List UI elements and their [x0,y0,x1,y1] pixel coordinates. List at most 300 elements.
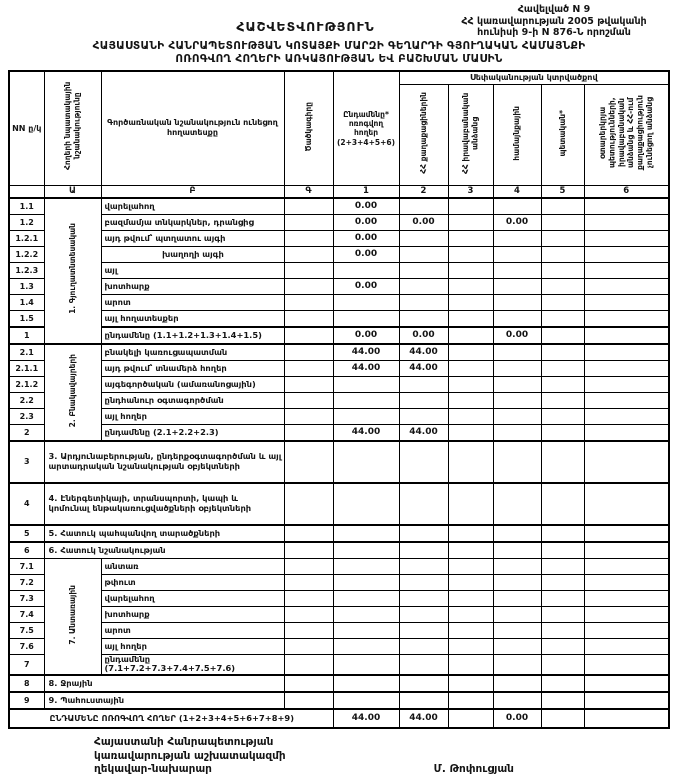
value-cell [284,622,333,638]
value-cell: 44.00 [333,344,399,361]
value-cell [493,278,541,294]
row-label: այդ թվում՝ պտղատու այգի [101,230,284,246]
value-cell [399,198,448,215]
value-cell [333,483,399,525]
value-cell: 0.00 [493,709,541,728]
value-cell [284,408,333,424]
value-cell: 0.00 [399,214,448,230]
row-number: 6 [9,542,44,559]
table-row [9,574,669,590]
annex-line: ՀՀ կառավարության 2005 թվականի [461,15,647,27]
value-cell: 0.00 [333,327,399,344]
value-cell [541,654,584,675]
column-letter: 1 [333,185,399,198]
signature-title-line: Հայաստանի Հանրապետության [94,735,274,748]
row-number: 7.1 [9,558,44,574]
value-cell [448,310,493,327]
table-header [9,71,669,186]
row-label: անտառ [101,558,284,574]
annex-line: Հավելված N 9 [517,4,591,15]
table-row [9,638,669,654]
value-cell [333,638,399,654]
value-cell [541,214,584,230]
value-cell [541,590,584,606]
value-cell [399,392,448,408]
value-cell [493,310,541,327]
value-cell [448,344,493,361]
value-cell [493,392,541,408]
value-cell: 44.00 [333,360,399,376]
table-row [9,424,669,441]
value-cell [584,344,669,361]
value-cell [399,376,448,392]
value-cell [333,558,399,574]
row-label: ընդամենը (1.1+1.2+1.3+1.4+1.5) [101,327,284,344]
value-cell [541,327,584,344]
row-number: 1.2.3 [9,262,44,278]
table-row [9,483,669,525]
row-label: այդ թվում՝ տնամերձ հողեր [101,360,284,376]
value-cell [448,230,493,246]
value-cell [584,230,669,246]
value-cell [584,590,669,606]
value-cell [584,525,669,542]
value-cell [448,214,493,230]
value-cell [584,294,669,310]
value-cell [284,542,333,559]
table-row [9,327,669,344]
value-cell [541,709,584,728]
col-header-total: Ընդամենը* ոռոգվող հողեր (2+3+4+5+6) [333,71,399,186]
col-header-code: Ծածկագիրը [284,71,333,186]
value-cell: 0.00 [333,214,399,230]
table-row [9,525,669,542]
value-cell [399,558,448,574]
table-row [9,606,669,622]
table-row [9,692,669,709]
table-row [9,230,669,246]
value-cell [399,606,448,622]
value-cell [448,483,493,525]
value-cell [541,441,584,483]
row-label: այգեգործական (ամառանոցային) [101,376,284,392]
value-cell [493,692,541,709]
value-cell [333,294,399,310]
table-row [9,441,669,483]
value-cell [541,692,584,709]
value-cell [399,230,448,246]
row-label: 3. Արդյունաբերության, ընդերքօգտագործման և այլ արտադրական նշանակության օբյեկտների [44,441,284,483]
value-cell [448,278,493,294]
value-cell: 44.00 [333,424,399,441]
value-cell [541,558,584,574]
column-letter: 5 [541,185,584,198]
value-cell [541,262,584,278]
row-label: 8. Ջրային [44,675,284,692]
value-cell [448,424,493,441]
value-cell [333,392,399,408]
value-cell [399,542,448,559]
col-header-legal-entities: ՀՀ իրավաբանական անձանց [448,84,493,185]
value-cell [493,525,541,542]
value-cell [284,327,333,344]
row-number: 2.1.1 [9,360,44,376]
row-number: 7 [9,654,44,675]
value-cell [448,246,493,262]
value-cell [448,327,493,344]
value-cell [399,692,448,709]
document-subtitle-1: ՀԱՅԱՍՏԱՆԻ ՀԱՆՐԱՊԵՏՈՒԹՅԱՆ ԿՈՏԱՅՔԻ ՄԱՐԶԻ ԳԵՂԱՐԴԻ ԳՅՈՒՂԱԿԱՆ ՀԱՄԱՅՆՔԻ [92,39,586,52]
value-cell [284,483,333,525]
col-header-citizens: ՀՀ քաղաքացիներին [399,84,448,185]
column-letter: Բ [101,185,284,198]
value-cell [284,230,333,246]
value-cell [448,294,493,310]
value-cell [284,310,333,327]
row-number: 1.1 [9,198,44,215]
value-cell [584,709,669,728]
value-cell [399,654,448,675]
value-cell [448,590,493,606]
value-cell [333,376,399,392]
row-number: 2.1 [9,344,44,361]
value-cell: 0.00 [493,214,541,230]
value-cell [448,392,493,408]
value-cell [541,408,584,424]
row-label: այլ հողեր [101,638,284,654]
value-cell [399,294,448,310]
value-cell [284,590,333,606]
row-label: բազմամյա տնկարկներ, դրանցից [101,214,284,230]
col-header-land-type: Գործառնական նշանակություն ունեցող հողատեսքը [101,71,284,186]
value-cell [584,542,669,559]
value-cell [493,654,541,675]
value-cell [493,606,541,622]
value-cell [448,441,493,483]
row-label: ընդամենը (2.1+2.2+2.3) [101,424,284,441]
grand-total-label: ԸՆԴԱՄԵՆԸ ՈՌՈԳՎՈՂ ՀՈՂԵՐ (1+2+3+4+5+6+7+8+9) [9,709,333,728]
row-number: 1.2.2 [9,246,44,262]
col-header-foreign: օտարերկրյա պետությունների, իրավաբանական անձանց և ՀՀ-ում քաղաքացիություն չունեցող անձանց [584,84,669,185]
value-cell [541,246,584,262]
table-body [9,185,669,728]
row-label: արոտ [101,294,284,310]
value-cell [333,408,399,424]
row-label: բնակելի կառուցապատման [101,344,284,361]
col-header-purpose: Հողերի նպատակային նշանակությունը [44,71,101,186]
value-cell [493,294,541,310]
section-label [44,344,101,441]
value-cell [333,310,399,327]
row-number: 7.6 [9,638,44,654]
value-cell [493,675,541,692]
row-label: ընդհանուր օգտագործման [101,392,284,408]
value-cell [284,376,333,392]
value-cell: 44.00 [399,709,448,728]
row-number: 3 [9,441,44,483]
value-cell [541,198,584,215]
value-cell [448,408,493,424]
value-cell [399,310,448,327]
value-cell [541,638,584,654]
row-number: 7.2 [9,574,44,590]
value-cell [284,441,333,483]
value-cell [399,483,448,525]
row-label: արոտ [101,622,284,638]
value-cell [584,622,669,638]
value-cell [284,424,333,441]
signer-name: Մ. Թոփուցյան [433,763,514,776]
value-cell [284,692,333,709]
value-cell [284,574,333,590]
value-cell: 0.00 [493,327,541,344]
section-label-text: 1. Գյուղատնտեսական [67,223,77,315]
value-cell [493,360,541,376]
value-cell [493,590,541,606]
table-row [9,310,669,327]
value-cell [399,408,448,424]
page-header [8,4,670,39]
row-label: խոտհարք [101,278,284,294]
col-header-ownership: Սեփականության կտրվածքով [399,71,669,85]
value-cell [448,692,493,709]
value-cell [493,246,541,262]
table-row [9,262,669,278]
table-row [9,558,669,574]
value-cell [584,638,669,654]
value-cell [493,344,541,361]
value-cell: 44.00 [333,709,399,728]
row-number: 1 [9,327,44,344]
value-cell [584,654,669,675]
row-label: վարելահող [101,198,284,215]
value-cell [493,558,541,574]
value-cell [541,525,584,542]
value-cell [541,376,584,392]
table-row [9,709,669,728]
section-label [44,198,101,344]
value-cell [584,606,669,622]
value-cell [399,622,448,638]
footer [8,736,670,777]
signature-title-block [94,736,286,777]
value-cell [584,214,669,230]
value-cell [584,675,669,692]
value-cell [541,542,584,559]
annex-note [438,4,670,39]
section-label-text: 2. Բնակավայրերի [67,353,77,428]
value-cell [493,262,541,278]
value-cell [284,525,333,542]
value-cell [541,360,584,376]
row-number: 5 [9,525,44,542]
row-label: խաղողի այգի [101,246,284,262]
table-row [9,344,669,361]
value-cell [448,606,493,622]
value-cell [399,574,448,590]
value-cell [584,408,669,424]
value-cell [584,360,669,376]
value-cell [493,408,541,424]
row-number: 4 [9,483,44,525]
value-cell [584,262,669,278]
value-cell [399,278,448,294]
value-cell [584,327,669,344]
value-cell [541,622,584,638]
value-cell: 44.00 [399,344,448,361]
table-row [9,246,669,262]
value-cell [493,376,541,392]
value-cell [584,424,669,441]
value-cell [333,606,399,622]
column-letter: Գ [284,185,333,198]
column-letter: 4 [493,185,541,198]
value-cell: 44.00 [399,424,448,441]
value-cell [333,525,399,542]
table-row [9,392,669,408]
value-cell [493,574,541,590]
value-cell [448,198,493,215]
value-cell [493,483,541,525]
row-label: թփուտ [101,574,284,590]
value-cell [333,590,399,606]
value-cell [493,542,541,559]
value-cell [399,590,448,606]
value-cell [541,574,584,590]
value-cell [584,558,669,574]
row-label: 4. Էներգետիկայի, տրանսպորտի, կապի և կոմունալ ենթակառուցվածքների օբյեկտների [44,483,284,525]
value-cell [541,294,584,310]
value-cell [493,230,541,246]
value-cell [584,246,669,262]
value-cell [284,638,333,654]
value-cell [493,638,541,654]
value-cell [333,675,399,692]
column-letter: Ա [44,185,101,198]
value-cell [448,542,493,559]
value-cell: 0.00 [333,198,399,215]
table-row [9,294,669,310]
value-cell [333,692,399,709]
value-cell [493,198,541,215]
column-letter [9,185,44,198]
row-number: 2.1.2 [9,376,44,392]
value-cell [584,376,669,392]
table-row [9,214,669,230]
value-cell [584,198,669,215]
signature-title-line: կառավարության աշխատակազմի [94,749,286,762]
value-cell [493,622,541,638]
value-cell [584,483,669,525]
row-number: 1.2.1 [9,230,44,246]
value-cell [284,344,333,361]
signature-title-line: ղեկավար-նախարար [94,763,212,776]
row-label: 5. Հատուկ պահպանվող տարածքների [44,525,284,542]
row-number: 1.2 [9,214,44,230]
value-cell [399,525,448,542]
value-cell [493,424,541,441]
value-cell [448,709,493,728]
row-label: խոտհարք [101,606,284,622]
col-header-nn: NN ը/կ [9,71,44,186]
value-cell [493,441,541,483]
value-cell [584,278,669,294]
value-cell [541,230,584,246]
value-cell [284,214,333,230]
value-cell [333,622,399,638]
value-cell [541,344,584,361]
value-cell [284,392,333,408]
col-header-community: համայնքային [493,84,541,185]
row-number: 1.3 [9,278,44,294]
value-cell [284,606,333,622]
value-cell [541,392,584,408]
row-label: այլ հողատեսքեր [101,310,284,327]
document-title: ՀԱՇՎԵՏՎՈՒԹՅՈՒՆ [236,19,375,34]
row-number: 2.3 [9,408,44,424]
value-cell [448,638,493,654]
value-cell [584,392,669,408]
value-cell: 0.00 [333,278,399,294]
value-cell [448,360,493,376]
table-row [9,675,669,692]
value-cell [333,542,399,559]
irrigated-lands-table [8,70,670,729]
value-cell [448,262,493,278]
value-cell [448,574,493,590]
row-number: 2 [9,424,44,441]
column-letter: 3 [448,185,493,198]
value-cell [399,262,448,278]
section-label-text: 7. Անտառային [67,584,77,645]
value-cell [541,675,584,692]
value-cell [584,692,669,709]
row-number: 7.4 [9,606,44,622]
value-cell [584,310,669,327]
table-row [9,590,669,606]
value-cell [333,262,399,278]
row-number: 1.4 [9,294,44,310]
value-cell [333,441,399,483]
table-row [9,360,669,376]
value-cell [541,310,584,327]
value-cell [541,278,584,294]
row-label: 6. Հատուկ նշանակության [44,542,284,559]
header-row-top [9,71,669,85]
column-letter-row [9,185,669,198]
table-row [9,622,669,638]
value-cell [284,558,333,574]
row-number: 7.3 [9,590,44,606]
value-cell [584,574,669,590]
value-cell [541,606,584,622]
row-label: այլ հողեր [101,408,284,424]
row-number: 2.2 [9,392,44,408]
table-row [9,278,669,294]
row-label: ընդամենը (7.1+7.2+7.3+7.4+7.5+7.6) [101,654,284,675]
annex-line: հունիսի 9-ի N 876-Ն որոշման [477,27,631,39]
table-row [9,654,669,675]
value-cell [284,360,333,376]
row-label: վարելահող [101,590,284,606]
value-cell [284,294,333,310]
value-cell [399,675,448,692]
value-cell [284,654,333,675]
table-row [9,408,669,424]
row-number: 1.5 [9,310,44,327]
value-cell [284,675,333,692]
value-cell [399,638,448,654]
